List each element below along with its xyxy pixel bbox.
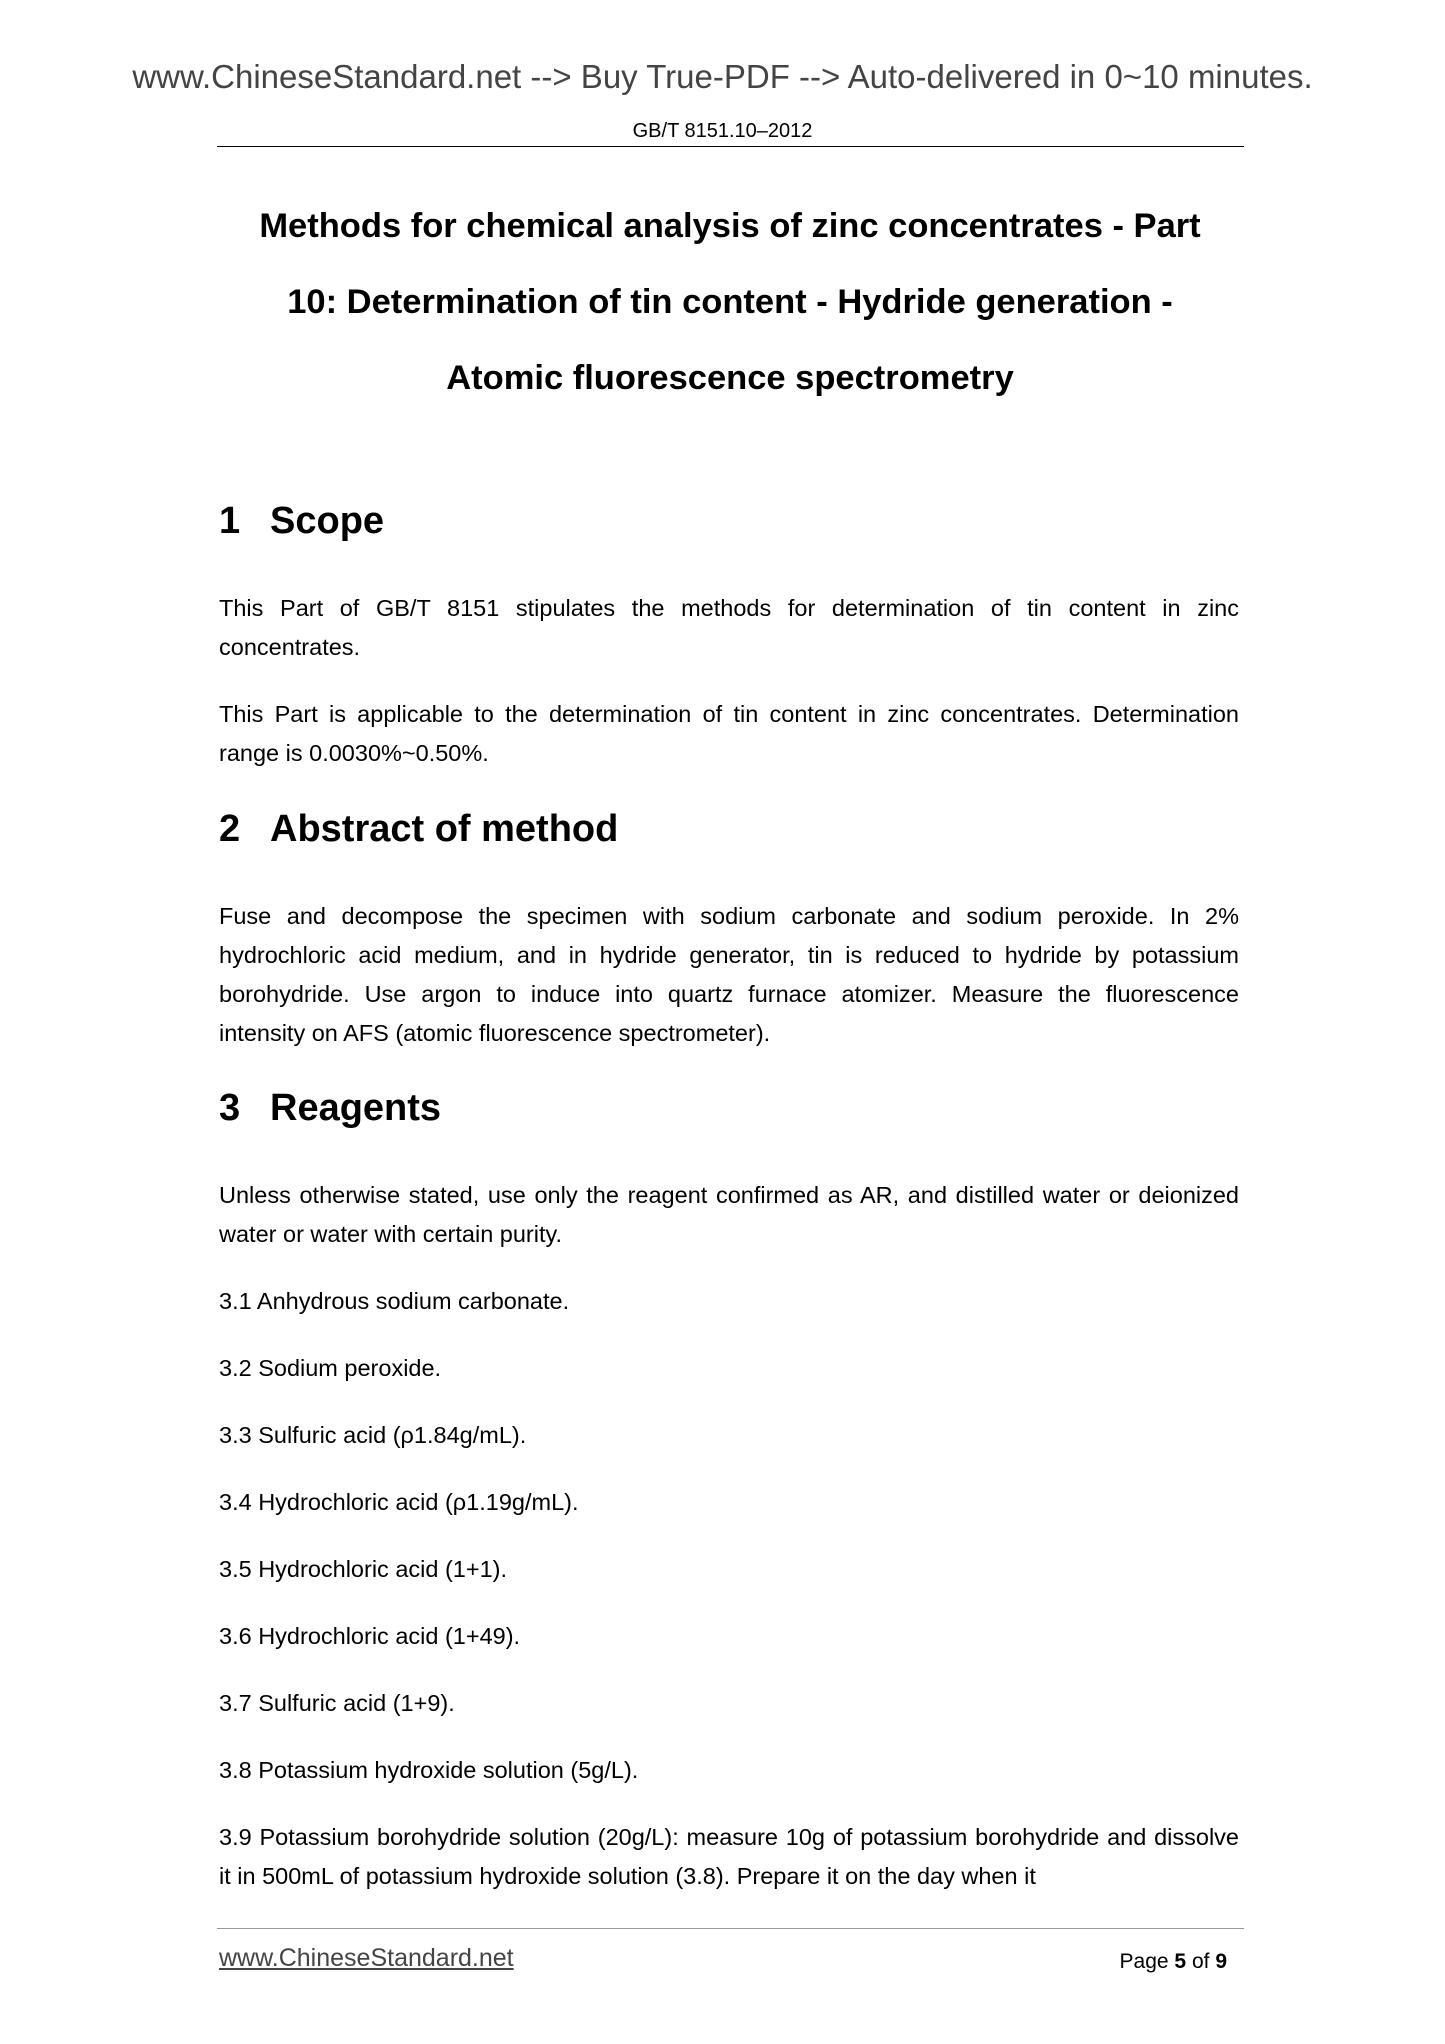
reagents-intro: Unless otherwise stated, use only the reagent confirmed as AR, and distilled water or deionized water or water with certain purity. bbox=[219, 1182, 1239, 1247]
reagent-item: 3.3 Sulfuric acid (ρ1.84g/mL). bbox=[219, 1422, 527, 1448]
reagent-item: 3.9 Potassium borohydride solution (20g/L): measure 10g of potassium borohydride and dissolve it in 500mL of potassium hydroxide solution (3.8). Prepare it on the day when it bbox=[219, 1824, 1239, 1889]
section-heading-scope bbox=[219, 500, 384, 543]
header-divider bbox=[217, 146, 1244, 147]
section-heading-reagents bbox=[219, 1087, 441, 1130]
page-of: of bbox=[1191, 1950, 1210, 1973]
scope-paragraph-1: This Part of GB/T 8151 stipulates the methods for determination of tin content in zinc concentrates. bbox=[219, 595, 1239, 660]
reagent-item: 3.2 Sodium peroxide. bbox=[219, 1355, 442, 1381]
section-title: Reagents bbox=[270, 1087, 442, 1129]
footer-divider bbox=[217, 1928, 1244, 1929]
standard-code: GB/T 8151.10–2012 bbox=[632, 120, 813, 142]
section-number: 1 bbox=[219, 500, 241, 542]
scope-paragraph-2: This Part is applicable to the determination of tin content in zinc concentrates. Determination range is 0.0030%~0.50%. bbox=[219, 701, 1239, 766]
document-title bbox=[200, 188, 1260, 416]
abstract-paragraph: Fuse and decompose the specimen with sodium carbonate and sodium peroxide. In 2% hydrochloric acid medium, and in hydride generator, tin is reduced to hydride by potassium borohydride. Use argon to induce into quartz furnace atomizer. Measure the fluorescence intensity on AFS (atomic fluorescence spectrometer). bbox=[219, 903, 1239, 1046]
section-number: 3 bbox=[219, 1087, 241, 1129]
section-number: 2 bbox=[219, 808, 241, 850]
reagent-item: 3.5 Hydrochloric acid (1+1). bbox=[219, 1556, 508, 1582]
reagent-item: 3.1 Anhydrous sodium carbonate. bbox=[219, 1288, 570, 1314]
reagent-item: 3.8 Potassium hydroxide solution (5g/L). bbox=[219, 1757, 639, 1783]
page-word: Page bbox=[1119, 1950, 1169, 1973]
site-banner: www.ChineseStandard.net --> Buy True-PDF --> Auto-delivered in 0~10 minutes. bbox=[132, 58, 1313, 95]
title-line-3: Atomic fluorescence spectrometry bbox=[446, 359, 1014, 397]
title-line-1: Methods for chemical analysis of zinc concentrates - Part bbox=[259, 207, 1201, 245]
title-line-2: 10: Determination of tin content - Hydride generation - bbox=[287, 283, 1173, 321]
reagent-item: 3.7 Sulfuric acid (1+9). bbox=[219, 1690, 455, 1716]
page-current: 5 bbox=[1174, 1950, 1187, 1973]
footer-site-link[interactable]: www.ChineseStandard.net bbox=[219, 1944, 514, 1972]
reagent-item: 3.4 Hydrochloric acid (ρ1.19g/mL). bbox=[219, 1489, 579, 1515]
page-number bbox=[1120, 1950, 1227, 1974]
section-title: Scope bbox=[270, 500, 385, 542]
page-total: 9 bbox=[1215, 1950, 1227, 1973]
section-heading-abstract bbox=[219, 808, 618, 851]
section-title: Abstract of method bbox=[270, 808, 619, 850]
reagent-item: 3.6 Hydrochloric acid (1+49). bbox=[219, 1623, 521, 1649]
